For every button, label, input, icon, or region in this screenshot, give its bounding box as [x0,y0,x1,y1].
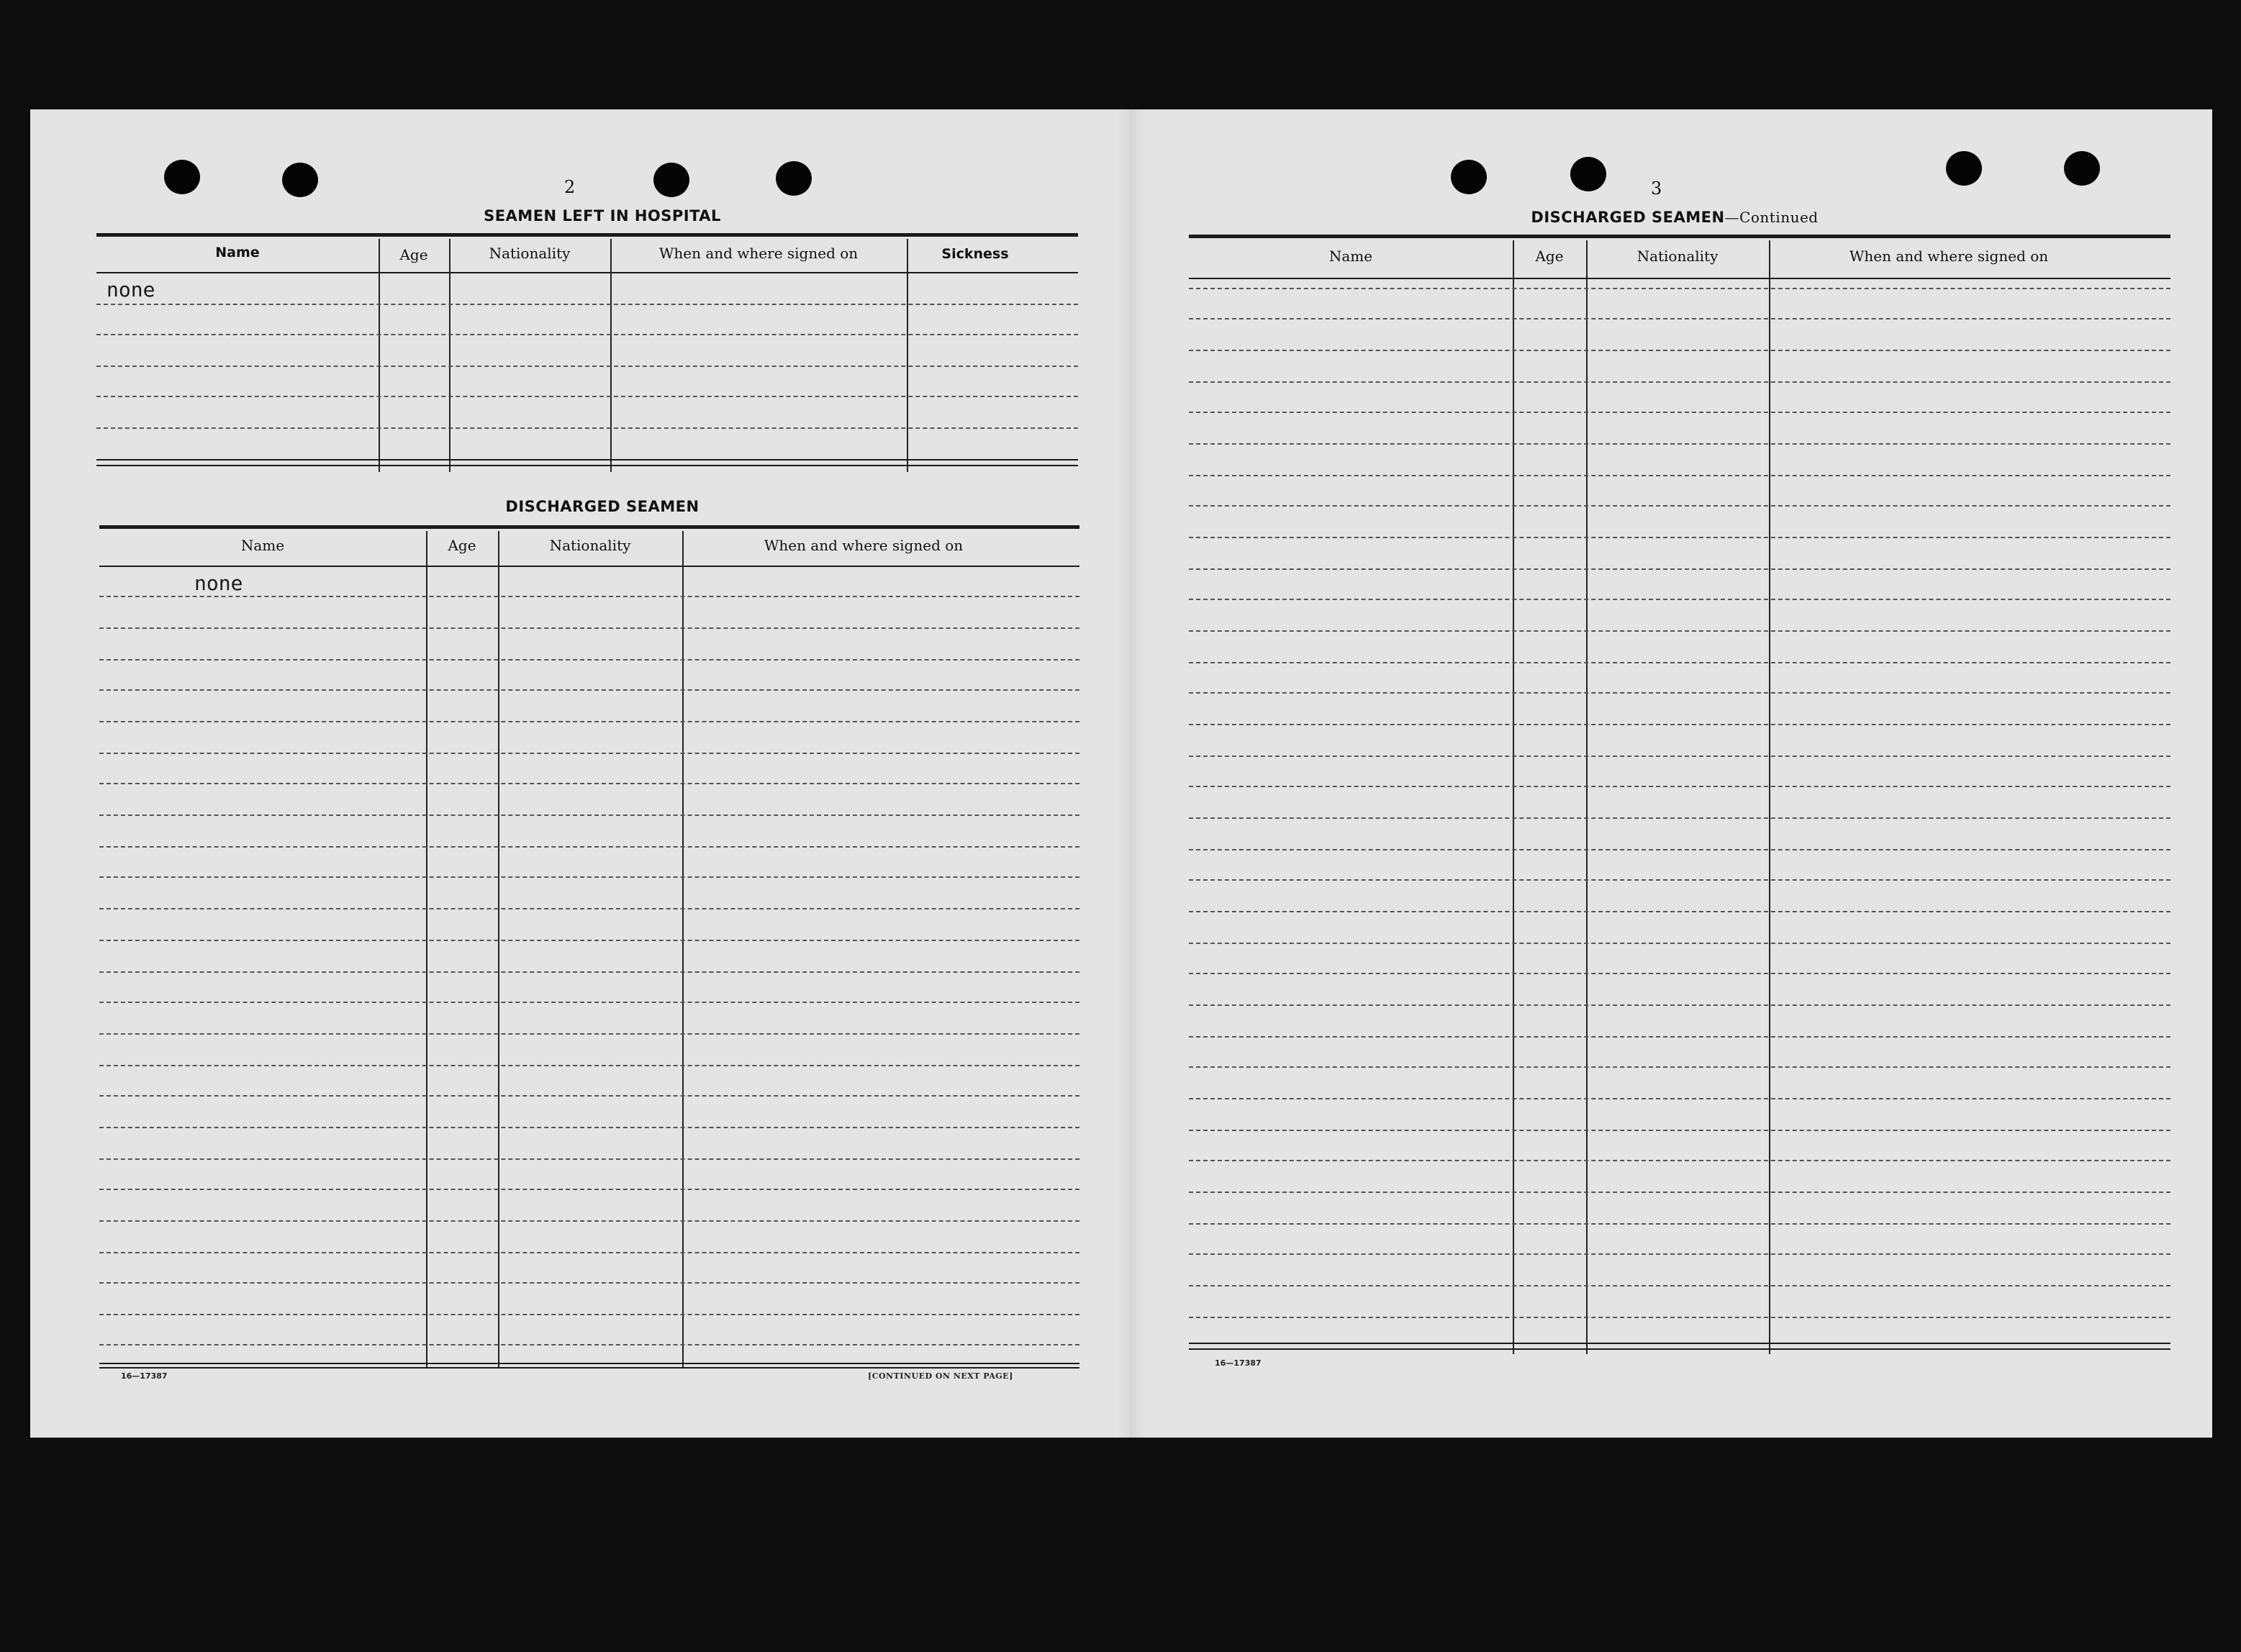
table-row [1189,1192,2170,1193]
table-row [1189,849,2170,850]
punch-hole [282,163,318,197]
table-row [1189,599,2170,600]
table-row [1189,318,2170,319]
table-row [99,876,1079,878]
table-row [1189,288,2170,289]
page-number-left: 2 [564,177,576,197]
punch-hole [1451,160,1487,194]
table-row [1189,879,2170,881]
table-row [1189,381,2170,383]
table-row [99,596,1079,597]
table-row [99,689,1079,691]
punch-hole [776,161,812,196]
table-row [99,783,1079,784]
punch-hole [1946,151,1982,186]
table-row [1189,817,2170,819]
column-header-nationality: Nationality [489,245,571,262]
table-row [1189,630,2170,632]
table-row [99,814,1079,816]
continued-note: [CONTINUED ON NEXT PAGE] [868,1371,1013,1381]
table-row [99,753,1079,754]
punch-hole [164,160,200,194]
table-row [1189,412,2170,413]
table-row [1189,537,2170,538]
form-number-right: 16—17387 [1215,1358,1262,1368]
column-header-name: Name [1328,248,1373,265]
table-row [1189,1253,2170,1255]
table-row [1189,1098,2170,1099]
table-row [99,1344,1079,1345]
punch-hole [1570,157,1606,191]
discharged-section-title: DISCHARGED SEAMEN [505,498,700,515]
column-header-signed-on: When and where signed on [764,537,964,554]
record-sheet [30,109,2212,1438]
table-row [1189,1285,2170,1286]
discharged-continued-title [1196,209,2153,226]
table-row [1189,692,2170,694]
table-row [1189,786,2170,787]
table-row [99,971,1079,973]
table-row [99,1220,1079,1222]
discharged-table [99,525,1079,1475]
table-row [1189,443,2170,445]
table-row [99,721,1079,722]
table-row [1189,568,2170,570]
column-header-name: Name [215,245,260,260]
table-row [1189,1130,2170,1131]
discharged-continued-table [1189,235,2170,1458]
column-header-nationality: Nationality [1636,248,1719,265]
table-row [1189,1160,2170,1161]
table-row [1189,943,2170,944]
table-row [99,1189,1079,1190]
table-row [1189,1223,2170,1225]
table-row [1189,1036,2170,1038]
table-row [1189,1317,2170,1318]
discharged-continued-title-main: DISCHARGED SEAMEN [1531,209,1725,226]
table-row [99,1095,1079,1097]
table-row [99,1065,1079,1066]
table-row [1189,475,2170,476]
table-row [1189,1004,2170,1006]
hospital-entry: none [107,278,155,301]
table-row [99,846,1079,848]
table-row [99,659,1079,661]
table-row [1189,755,2170,757]
punch-hole [653,163,689,197]
table-row [1189,973,2170,974]
continued-suffix: —Continued [1724,209,1819,226]
column-header-nationality: Nationality [549,537,631,554]
hospital-section-title: SEAMEN LEFT IN HOSPITAL [484,207,721,224]
punch-hole [2064,151,2100,186]
column-header-signed-on: When and where signed on [1849,248,2049,265]
column-header-age: Age [399,246,428,263]
table-row [99,1002,1079,1003]
center-fold [1117,109,1146,1438]
table-row [96,304,1078,305]
table-row [99,1252,1079,1253]
column-header-signed-on: When and where signed on [658,245,859,262]
table-row [99,1033,1079,1035]
table-row [1189,505,2170,507]
table-row [99,940,1079,941]
column-header-age: Age [1535,248,1564,265]
discharged-entry: none [194,571,243,595]
column-header-sickness: Sickness [941,246,1009,262]
form-number-left: 16—17387 [121,1371,168,1381]
table-row [96,396,1078,397]
table-row [1189,1066,2170,1068]
page-number-right: 3 [1651,178,1662,199]
column-header-name: Name [240,537,285,554]
table-row [1189,724,2170,725]
table-row [99,1127,1079,1128]
column-header-age: Age [448,537,476,554]
table-row [99,908,1079,909]
table-row [1189,911,2170,912]
table-row [1189,350,2170,351]
table-row [99,1314,1079,1315]
table-row [99,1158,1079,1160]
table-row [1189,662,2170,663]
table-row [96,334,1078,335]
table-row [99,1282,1079,1284]
table-row [96,427,1078,429]
table-row [99,627,1079,629]
table-row [96,366,1078,367]
